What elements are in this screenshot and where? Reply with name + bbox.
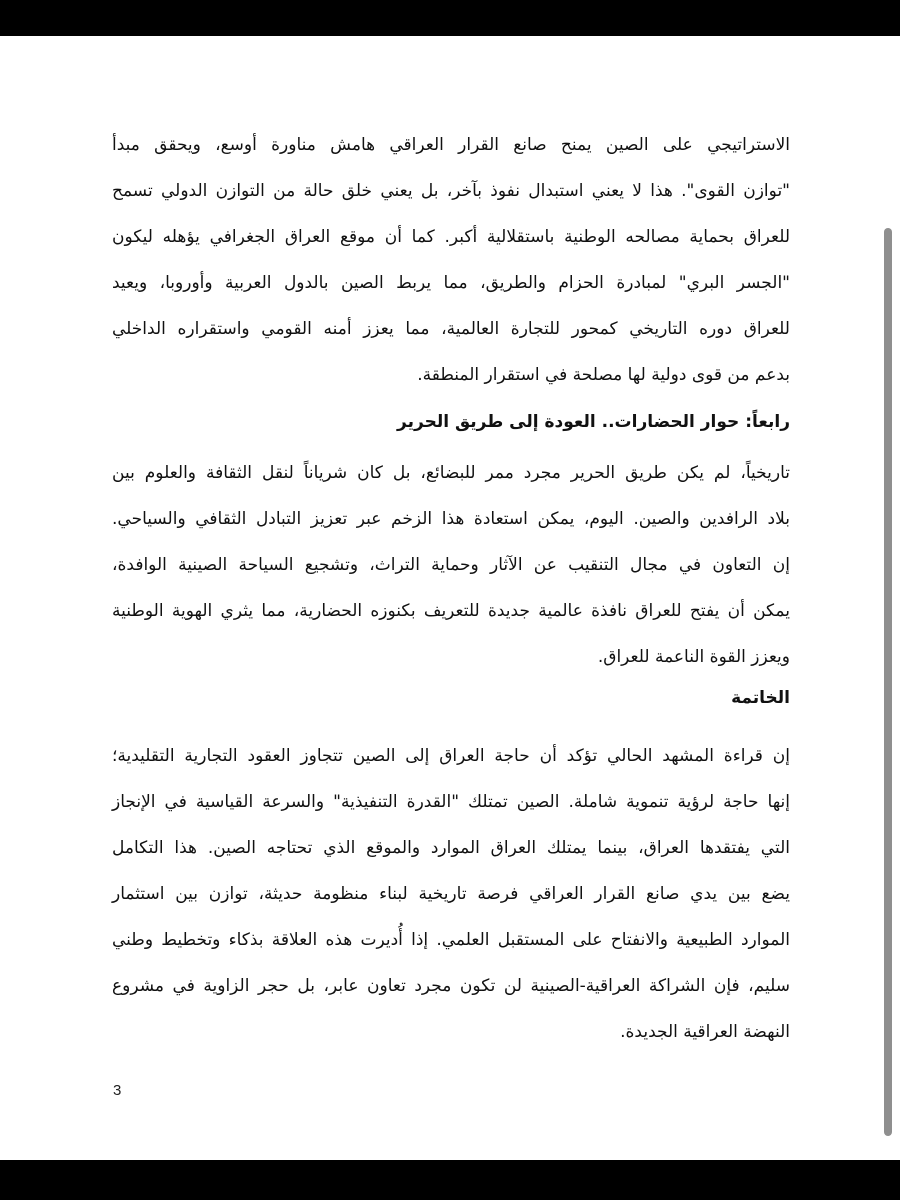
- section-heading-conclusion: [112, 675, 790, 721]
- paragraph-line: إنها حاجة لرؤية تنموية شاملة. الصين تمتلك "القدرة التنفيذية" والسرعة القياسية في الإنجاز: [112, 792, 790, 812]
- paragraph-line: يمكن أن يفتح للعراق نافذة عالمية جديدة للتعريف بكنوزه الحضارية، مما يثري الهوية الوطنية: [112, 601, 790, 621]
- paragraph-line: ويعزز القوة الناعمة للعراق.: [597, 647, 790, 667]
- paragraph-line: إن التعاون في مجال التنقيب عن الآثار وحماية التراث، وتشجيع السياحة الصينية الوافدة،: [112, 555, 790, 575]
- paragraph-line: التي يفتقدها العراق، بينما يمتلك العراق الموارد والموقع الذي تحتاجه الصين. هذا التكامل: [112, 838, 790, 858]
- section-heading-dialogue-of-civilizations: [112, 399, 790, 445]
- paragraph-line: النهضة العراقية الجديدة.: [620, 1022, 790, 1042]
- page-number: 3: [113, 1082, 122, 1099]
- top-black-bar: [0, 0, 900, 36]
- heading-text: الخاتمة: [731, 688, 790, 708]
- paragraph-line: إن قراءة المشهد الحالي تؤكد أن حاجة العراق إلى الصين تتجاوز العقود التجارية التقليدية؛: [112, 746, 790, 766]
- paragraph-line: بدعم من قوى دولية لها مصلحة في استقرار المنطقة.: [417, 365, 790, 385]
- paragraph-line: "توازن القوى". هذا لا يعني استبدال نفوذ بآخر، بل يعني خلق حالة من التوازن الدولي تسمح: [112, 181, 790, 201]
- paragraph-line: سليم، فإن الشراكة العراقية-الصينية لن تكون مجرد تعاون عابر، بل حجر الزاوية في مشروع: [112, 976, 790, 996]
- paragraph-line: بلاد الرافدين والصين. اليوم، يمكن استعادة هذا الزخم عبر تعزيز التبادل الثقافي والسياحي.: [112, 509, 790, 529]
- paragraph-conclusion: [112, 733, 790, 1055]
- paragraph-strategic-balance: [112, 122, 790, 398]
- paragraph-line: للعراق دوره التاريخي كمحور للتجارة العالمية، مما يعزز أمنه القومي واستقراره الداخلي: [112, 319, 790, 339]
- paragraph-line: يضع بين يدي صانع القرار العراقي فرصة تاريخية لبناء منظومة حديثة، توازن بين استثمار: [112, 884, 790, 904]
- bottom-black-bar: [0, 1160, 900, 1200]
- heading-text: رابعاً: حوار الحضارات.. العودة إلى طريق الحرير: [397, 412, 790, 432]
- scrollbar-thumb[interactable]: [884, 228, 892, 1136]
- paragraph-line: الاستراتيجي على الصين يمنح صانع القرار العراقي هامش مناورة أوسع، ويحقق مبدأ: [112, 135, 790, 155]
- paragraph-line: الموارد الطبيعية والانفتاح على المستقبل العلمي. إذا أُديرت هذه العلاقة بذكاء وتخطيط وطني: [112, 930, 790, 950]
- paragraph-line: "الجسر البري" لمبادرة الحزام والطريق، مما يربط الصين بالدول العربية وأوروبا، ويعيد: [112, 273, 790, 293]
- paragraph-line: تاريخياً، لم يكن طريق الحرير مجرد ممر للبضائع، بل كان شرياناً لنقل الثقافة والعلوم بين: [112, 463, 790, 483]
- paragraph-silk-road: [112, 450, 790, 680]
- paragraph-line: للعراق بحماية مصالحه الوطنية باستقلالية أكبر. كما أن موقع العراق الجغرافي يؤهله ليكون: [112, 227, 790, 247]
